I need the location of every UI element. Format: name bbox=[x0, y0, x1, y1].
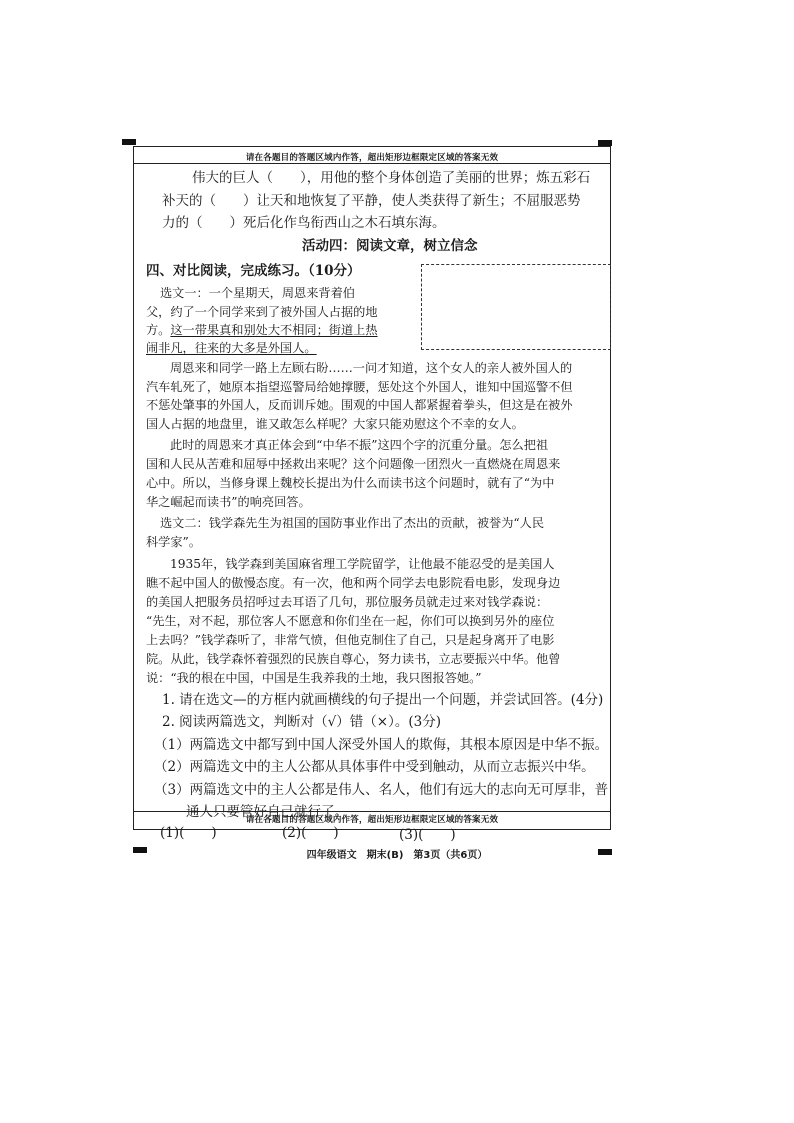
question-1: 1. 请在选文—的方框内就画横线的句子提出一个问题，并尝试回答。(4分) bbox=[162, 692, 604, 708]
answer-region-frame bbox=[133, 146, 611, 843]
passage1-intro-1: 选文一：一个星期天，周恩来背着伯 bbox=[160, 286, 355, 300]
answer-slot-2[interactable]: (2)( ) bbox=[282, 825, 339, 841]
passage1-p3-line1: 此时的周恩来才真正体会到“中华不振”这四个字的沉重分量。怎么把祖 bbox=[170, 438, 549, 452]
page-footer: 四年级语文 期末(B) 第3页（共6页） bbox=[306, 850, 488, 861]
passage1-intro-2: 父，约了一个同学来到了被外国人占据的地 bbox=[146, 305, 378, 319]
passage1-p3-line2: 国和人民从苦难和屈辱中拯救出来呢？这个问题像一团烈火一直燃烧在周恩来 bbox=[146, 457, 561, 471]
passage1-intro-3-row bbox=[146, 322, 378, 338]
answer-slot-3[interactable]: (3)( ) bbox=[399, 827, 456, 843]
header-divider bbox=[134, 163, 610, 164]
answer-slot-1[interactable]: (1)( ) bbox=[160, 825, 217, 841]
fill-line-2: 补天的（ ）让天和地恢复了平静，使人类获得了新生；不屈服恶势 bbox=[162, 193, 581, 209]
underlined-sentence-part2: 闹非凡，往来的大多是外国人。 bbox=[146, 341, 317, 355]
passage2-line9: 说：“我的根在中国，中国是生我养我的土地，我只图报答她。” bbox=[146, 671, 482, 685]
passage1-p2-line3: 不惩处肇事的外国人，反而训斥她。围观的中国人都紧握着拳头，但这是在被外 bbox=[146, 398, 573, 412]
question-answer-box[interactable] bbox=[421, 264, 611, 350]
passage2-line7: 上去吗？”钱学森听了，非常气愤，但他克制住了自己，只是起身离开了电影 bbox=[146, 633, 555, 647]
statement-3-line2: 通人只要管好自己就行了。 bbox=[186, 804, 348, 820]
passage1-p3-line3: 心中。所以，当修身课上魏校长提出为什么而读书这个问题时，就有了“为中 bbox=[146, 476, 555, 490]
statement-2: （2）两篇选文中的主人公都从具体事件中受到触动，从而立志振兴中华。 bbox=[154, 759, 595, 775]
passage1-p3-line4: 华之崛起而读书”的响亮回答。 bbox=[146, 495, 311, 509]
passage2-line1: 选文二：钱学森先生为祖国的国防事业作出了杰出的贡献，被誉为“人民 bbox=[160, 516, 545, 530]
fill-line-3: 力的（ ）死后化作鸟衔西山之木石填东海。 bbox=[162, 215, 446, 231]
question-2: 2. 阅读两篇选文，判断对（√）错（×）。(3分) bbox=[162, 714, 441, 730]
passage2-line4: 瞧不起中国人的傲慢态度。有一次，他和两个同学去电影院看电影，发现身边 bbox=[146, 576, 561, 590]
header-notice: 请在各题目的答题区域内作答，超出矩形边框限定区域的答案无效 bbox=[245, 153, 499, 163]
passage2-line8: 院。从此，钱学森怀着强烈的民族自尊心，努力读书，立志要振兴中华。他曾 bbox=[146, 652, 561, 666]
passage2-line5: 的美国人把服务员招呼过去耳语了几句，那位服务员就走过来对钱学森说： bbox=[146, 595, 549, 609]
activity-title: 活动四：阅读文章，树立信念 bbox=[302, 238, 478, 254]
footer-notice: 请在各题目的答题区域内作答，超出矩形边框限定区域的答案无效 bbox=[245, 815, 499, 825]
underlined-sentence-part1: 这一带果真和别处大不相同；街道上热 bbox=[170, 323, 378, 337]
passage1-intro-3: 方。 bbox=[146, 323, 171, 337]
fill-line-1: 伟大的巨人（ ），用他的整个身体创造了美丽的世界；炼五彩石 bbox=[192, 170, 591, 186]
statement-1: （1）两篇选文中都写到中国人深受外国人的欺侮，其根本原因是中华不振。 bbox=[154, 737, 609, 753]
footer-divider bbox=[134, 811, 610, 812]
section-title: 四、对比阅读，完成练习。（10分） bbox=[146, 263, 361, 279]
passage1-p2-line4: 国人占据的地盘里，谁又敢怎么样呢？大家只能劝慰这个不幸的女人。 bbox=[146, 417, 524, 431]
passage2-line2: 科学家”。 bbox=[146, 535, 201, 549]
statement-3-line1: （3）两篇选文中的主人公都是伟人、名人，他们有远大的志向无可厚非，普 bbox=[154, 782, 609, 798]
passage1-p2-line1: 周恩来和同学一路上左顾右盼……一问才知道，这个女人的亲人被外国人的 bbox=[170, 361, 573, 375]
passage2-line3: 1935年，钱学森到美国麻省理工学院留学，让他最不能忍受的是美国人 bbox=[170, 557, 555, 571]
passage2-line6: “先生，对不起，那位客人不愿意和你们坐在一起，你们可以换到另外的座位 bbox=[146, 614, 555, 628]
registration-mark-top-left bbox=[122, 139, 136, 145]
passage1-p2-line2: 汽车轧死了，她原本指望巡警局给她撑腰，惩处这个外国人，谁知中国巡警不但 bbox=[146, 380, 573, 394]
